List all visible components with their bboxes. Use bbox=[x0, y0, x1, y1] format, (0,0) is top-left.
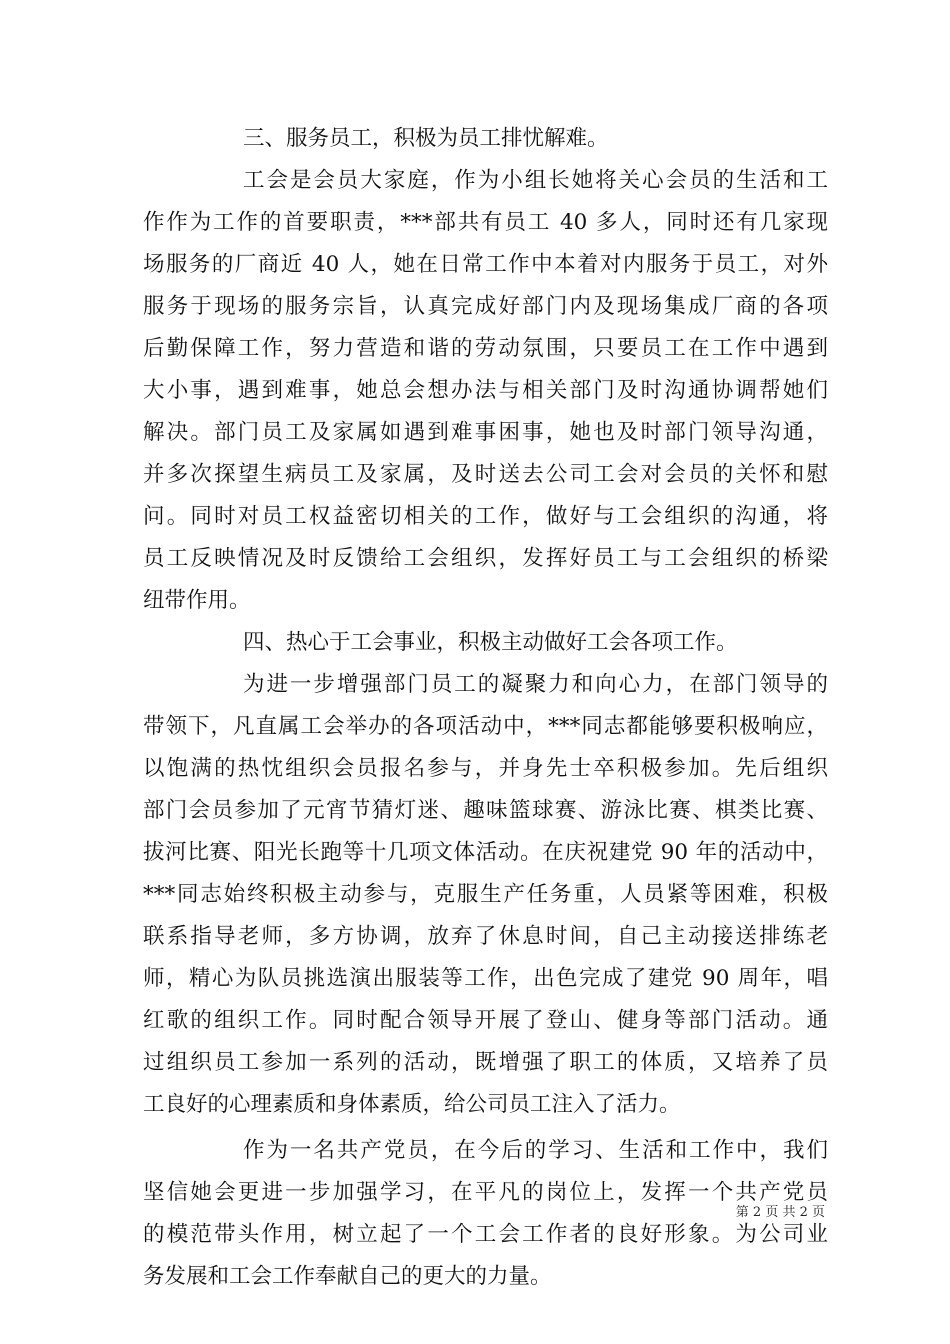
section-heading: 三、服务员工，积极为员工排忧解难。 bbox=[243, 126, 609, 151]
paragraph-line: 为进一步增强部门员工的凝聚力和向心力，在部门领导的 bbox=[243, 672, 828, 697]
paragraph-line: 务发展和工会工作奉献自己的更大的力量。 bbox=[143, 1264, 552, 1289]
paragraph-line: 以饱满的热忱组织会员报名参与，并身先士卒积极参加。先后组织 bbox=[143, 756, 828, 781]
section-heading: 四、热心于工会事业，积极主动做好工会各项工作。 bbox=[243, 630, 738, 655]
document-body bbox=[143, 118, 828, 1298]
paragraph-line: 场服务的厂商近 40 人，她在日常工作中本着对内服务于员工，对外 bbox=[143, 252, 828, 277]
paragraph-line: 服务于现场的服务宗旨，认真完成好部门内及现场集成厂商的各项 bbox=[143, 294, 828, 319]
paragraph-line: 联系指导老师，多方协调，放弃了休息时间，自己主动接送排练老 bbox=[143, 924, 828, 949]
paragraph-line: 部门会员参加了元宵节猜灯迷、趣味篮球赛、游泳比赛、棋类比赛、 bbox=[143, 798, 828, 823]
paragraph-line: 工良好的心理素质和身体素质，给公司员工注入了活力。 bbox=[143, 1092, 681, 1117]
paragraph-line: 作为一名共产党员，在今后的学习、生活和工作中，我们 bbox=[243, 1138, 828, 1163]
paragraph-line: ***同志始终积极主动参与，克服生产任务重，人员紧等困难，积极 bbox=[143, 882, 828, 907]
paragraph-line: 过组织员工参加一系列的活动，既增强了职工的体质，又培养了员 bbox=[143, 1050, 828, 1075]
paragraph-line: 员工反映情况及时反馈给工会组织，发挥好员工与工会组织的桥梁 bbox=[143, 546, 828, 571]
paragraph-line: 问。同时对员工权益密切相关的工作，做好与工会组织的沟通，将 bbox=[143, 504, 828, 529]
paragraph-line: 作作为工作的首要职责，***部共有员工 40 多人，同时还有几家现 bbox=[143, 210, 828, 235]
paragraph-line: 的模范带头作用，树立起了一个工会工作者的良好形象。为公司业 bbox=[143, 1222, 828, 1247]
paragraph-line: 大小事，遇到难事，她总会想办法与相关部门及时沟通协调帮她们 bbox=[143, 378, 828, 403]
paragraph-line: 坚信她会更进一步加强学习，在平凡的岗位上，发挥一个共产党员 bbox=[143, 1180, 828, 1205]
paragraph-line: 带领下，凡直属工会举办的各项活动中，***同志都能够要积极响应， bbox=[143, 714, 828, 739]
paragraph-line: 后勤保障工作，努力营造和谐的劳动氛围，只要员工在工作中遇到 bbox=[143, 336, 828, 361]
paragraph-line: 工会是会员大家庭，作为小组长她将关心会员的生活和工 bbox=[243, 168, 828, 193]
paragraph-line: 拔河比赛、阳光长跑等十几项文体活动。在庆祝建党 90 年的活动中， bbox=[143, 840, 828, 865]
paragraph-line: 纽带作用。 bbox=[143, 588, 251, 613]
paragraph-line: 师，精心为队员挑选演出服装等工作，出色完成了建党 90 周年，唱 bbox=[143, 966, 828, 991]
paragraph-line: 并多次探望生病员工及家属，及时送去公司工会对会员的关怀和慰 bbox=[143, 462, 828, 487]
paragraph-line: 解决。部门员工及家属如遇到难事困事，她也及时部门领导沟通， bbox=[143, 420, 828, 445]
paragraph-line: 红歌的组织工作。同时配合领导开展了登山、健身等部门活动。通 bbox=[143, 1008, 828, 1033]
page-number: 第 2 页 共 2 页 bbox=[735, 1205, 825, 1220]
